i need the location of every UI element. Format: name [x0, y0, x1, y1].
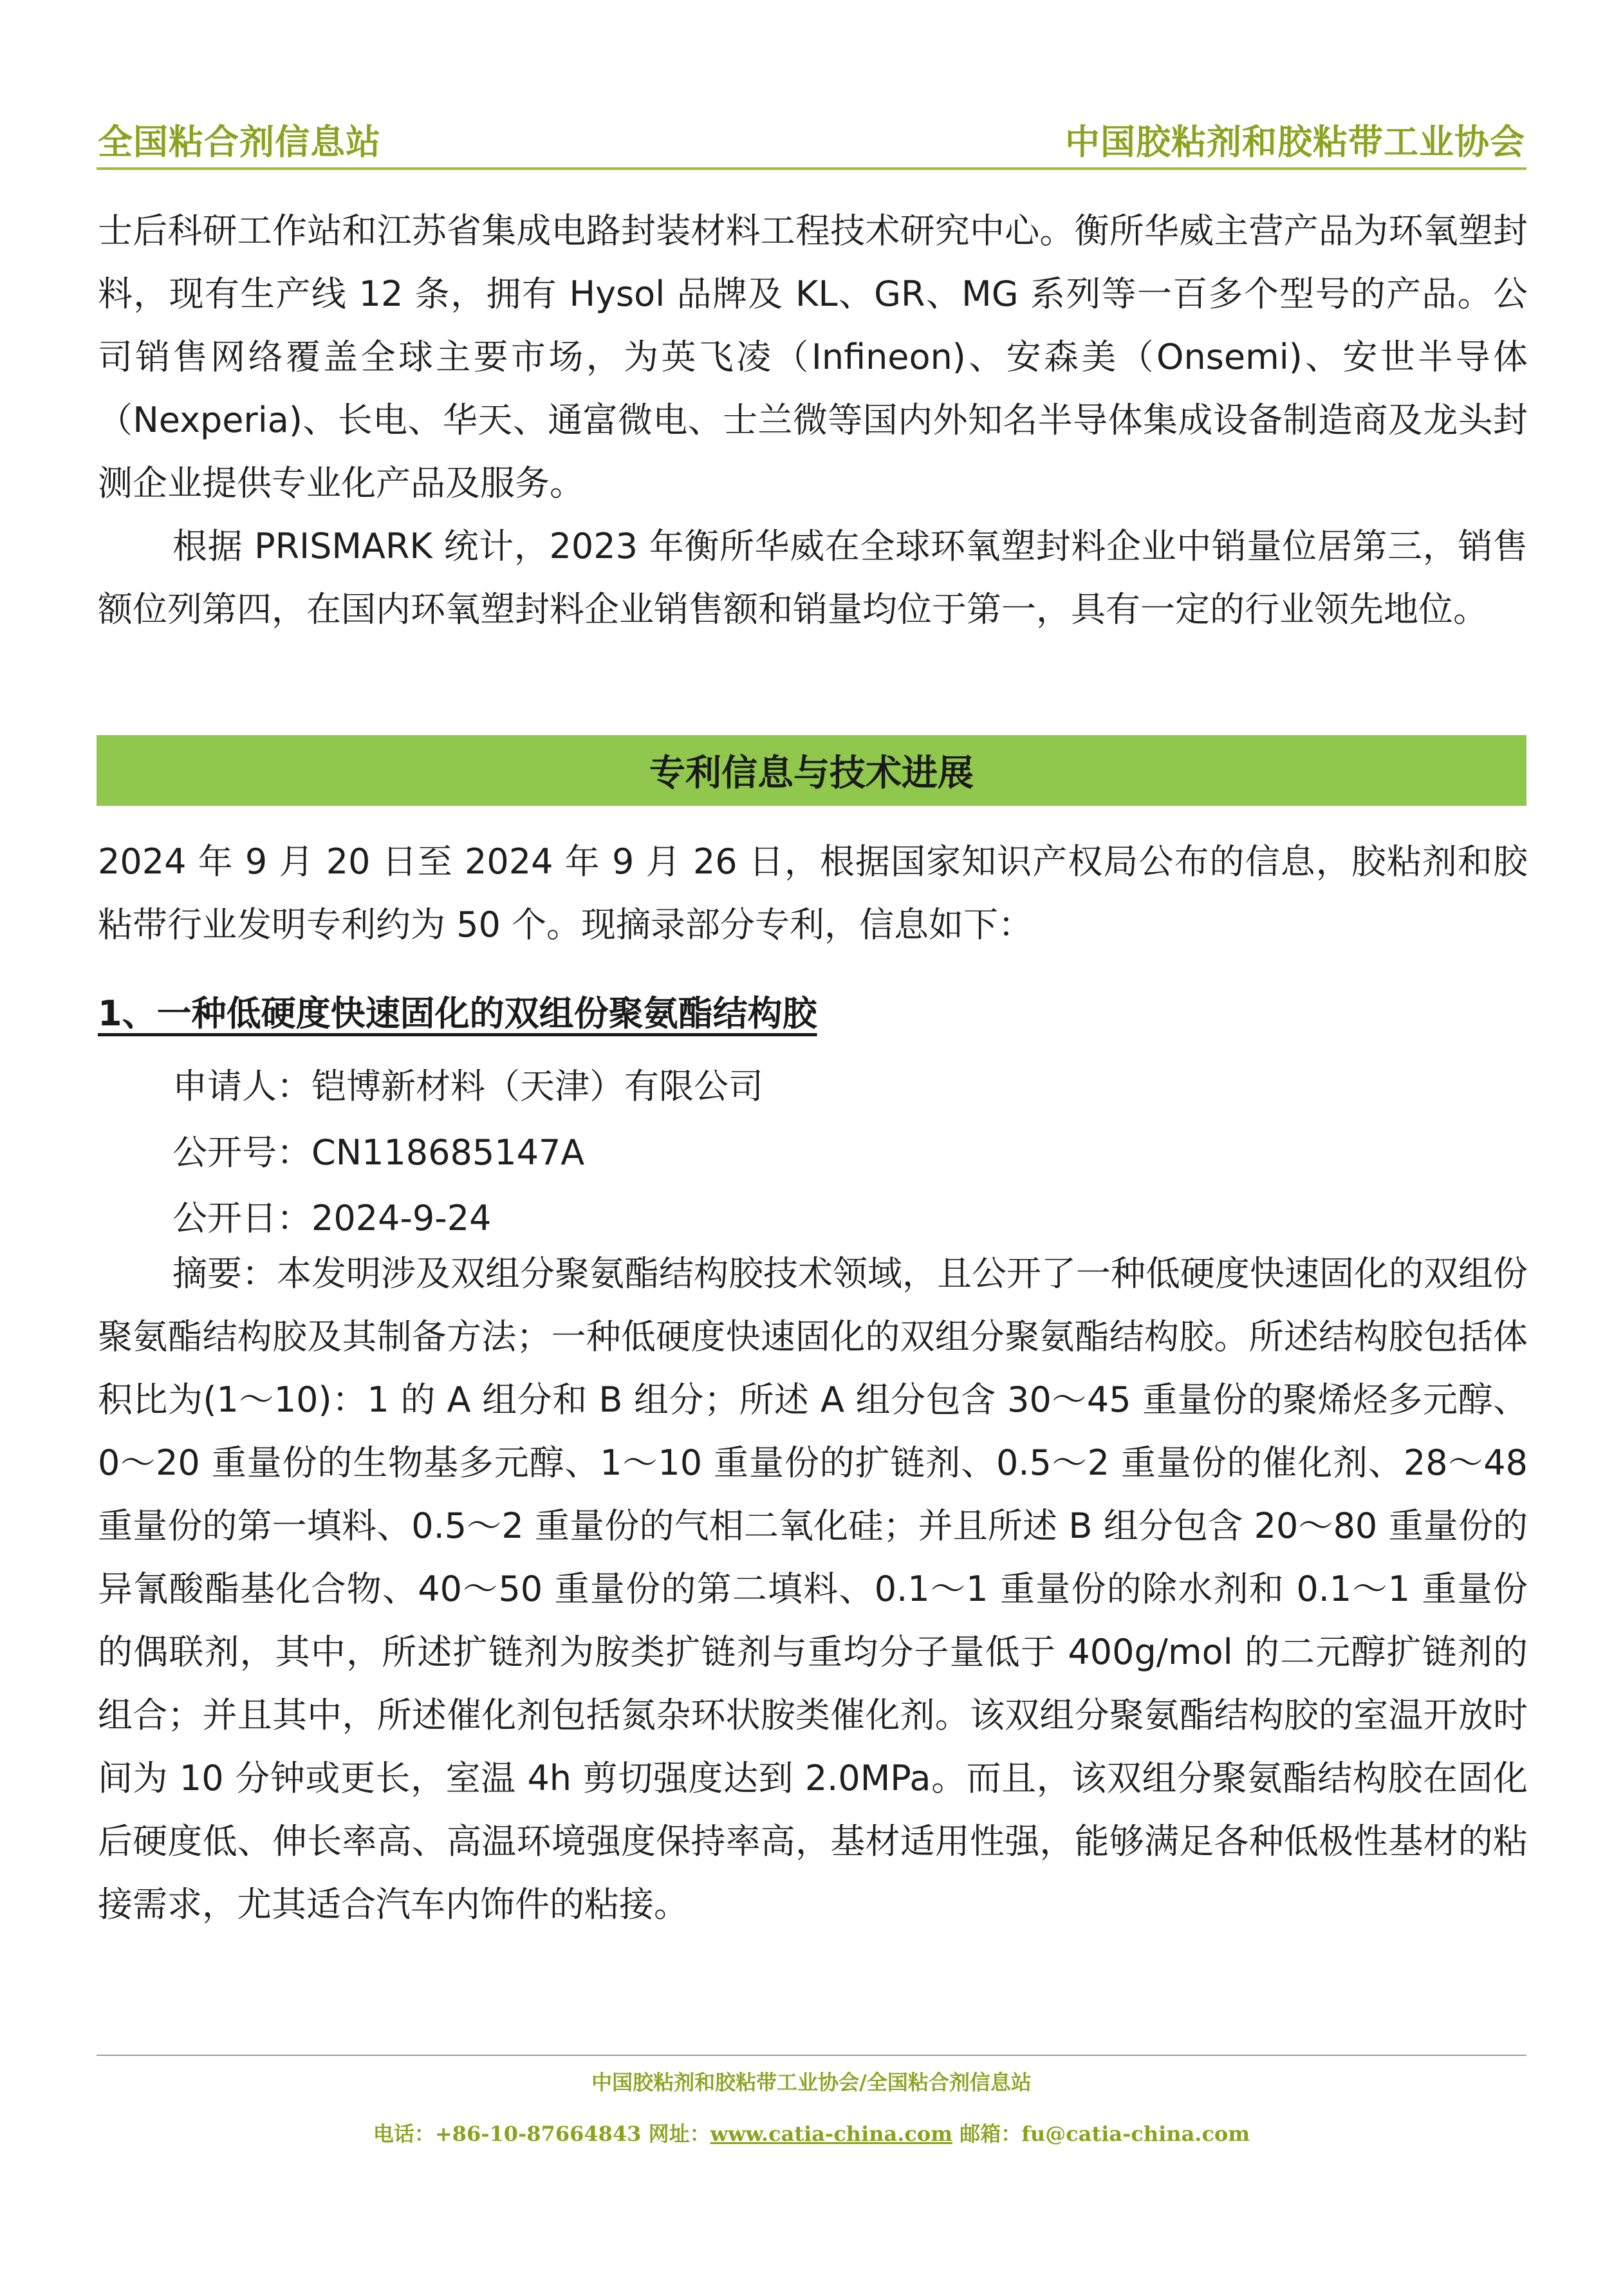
patent-publication-number: 公开号：CN118685147A: [172, 1132, 585, 1173]
intro-paragraph-2: 根据 PRISMARK 统计，2023 年衡所华威在全球环氧塑封料企业中销量位居第三，销售额位列第四，在国内环氧塑封料企业销售额和销量均位于第一，具有一定的行业领先地位。: [98, 526, 1528, 630]
section-intro: 2024 年 9 月 20 日至 2024 年 9 月 26 日，根据国家知识产权局公布的信息，胶粘剂和胶粘带行业发明专利约为 50 个。现摘录部分专利，信息如下：: [98, 841, 1528, 945]
footer-contact: [0, 2118, 1623, 2147]
footer-divider: [97, 2055, 1526, 2056]
patent-publication-date: 公开日：2024-9-24: [172, 1198, 492, 1238]
header-right-title: 中国胶粘剂和胶粘带工业协会: [1065, 121, 1525, 162]
footer-website-link[interactable]: www.catia-china.com: [710, 2122, 953, 2146]
footer-email: 邮箱：fu@catia-china.com: [952, 2122, 1250, 2146]
section-banner: [97, 735, 1526, 806]
header-divider: [97, 167, 1526, 170]
patent-applicant: 申请人：铠博新材料（天津）有限公司: [172, 1066, 763, 1106]
patent-title: 1、一种低硬度快速固化的双组份聚氨酯结构胶: [98, 993, 817, 1034]
footer-phone: 电话：+86-10-87664843 网址：: [373, 2122, 710, 2146]
section-title: 专利信息与技术进展: [649, 752, 974, 794]
intro-paragraph-1: 士后科研工作站和江苏省集成电路封装材料工程技术研究中心。衡所华威主营产品为环氧塑封料，现有生产线 12 条，拥有 Hysol 品牌及 KL、GR、MG 系列等一百多个型号的产品。公司销售网络覆盖全球主要市场，为英飞凌（Infineon)、安森美（Onsemi)、安世半导体（Nexperia)、长电、华天、通富微电、士兰微等国内外知名半导体集成设备制造商及龙头封测企业提供专业化产品及服务。: [98, 210, 1528, 503]
header-left-title: 全国粘合剂信息站: [98, 121, 381, 162]
footer-organization: 中国胶粘剂和胶粘带工业协会/全国粘合剂信息站: [591, 2070, 1032, 2095]
patent-abstract: 摘要：本发明涉及双组分聚氨酯结构胶技术领域，且公开了一种低硬度快速固化的双组份聚氨酯结构胶及其制备方法；一种低硬度快速固化的双组分聚氨酯结构胶。所述结构胶包括体积比为(1～10)：1 的 A 组分和 B 组分；所述 A 组分包含 30～45 重量份的聚烯烃多元醇、0～20 重量份的生物基多元醇、1～10 重量份的扩链剂、0.5～2 重量份的催化剂、28～48 重量份的第一填料、0.5～2 重量份的气相二氧化硅；并且所述 B 组分包含 20～80 重量份的异氰酸酯基化合物、40～50 重量份的第二填料、0.1～1 重量份的除水剂和 0.1～1 重量份的偶联剂，其中，所述扩链剂为胺类扩链剂与重均分子量低于 400g/mol 的二元醇扩链剂的组合；并且其中，所述催化剂包括氮杂环状胺类催化剂。该双组分聚氨酯结构胶的室温开放时间为 10 分钟或更长，室温 4h 剪切强度达到 2.0MPa。而且，该双组分聚氨酯结构胶在固化后硬度低、伸长率高、高温环境强度保持率高，基材适用性强，能够满足各种低极性基材的粘接需求，尤其适合汽车内饰件的粘接。: [98, 1253, 1528, 1925]
